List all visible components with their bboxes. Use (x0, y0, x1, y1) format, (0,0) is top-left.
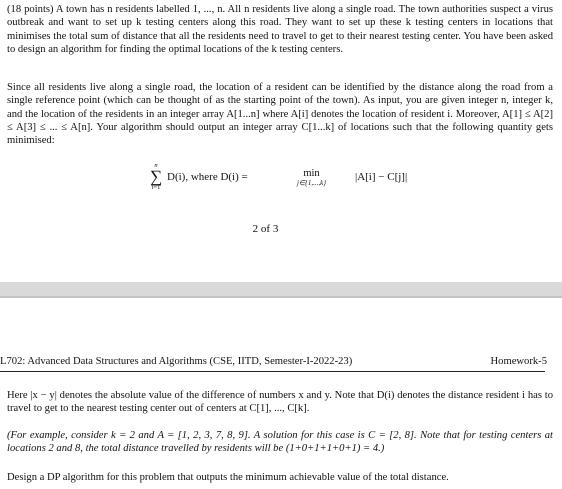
min-word: min (303, 168, 320, 179)
example-paragraph: (For example, consider k = 2 and A = [1, 2, 3, 7, 8, 9]. A solution for this case is C = [2, 8]. Note that for testing centers at locations 2 and 8, the total distance travelled by residents will be (1+0+1+1+0+1) = 4.) (7, 430, 553, 455)
page-number: 2 of 3 (252, 223, 279, 235)
task-paragraph: Design a DP algorithm for this problem that outputs the minimum achievable value of the total distance. (7, 472, 449, 483)
course-header: L702: Advanced Data Structures and Algorithms (CSE, IITD, Semester-I-2022-23) (0, 356, 353, 367)
page-gap (0, 282, 562, 296)
sum-lower-limit: i=1 (151, 184, 161, 191)
sum-upper-limit: n (154, 162, 158, 169)
summation (145, 162, 167, 191)
notation-paragraph: Here |x − y| denotes the absolute value of the difference of numbers x and y. Note that D(i) denotes the distance resident i has to travel to get to the nearest testing center out of centers at C[1], ..., C[k]. (7, 390, 553, 415)
min-subscript: j∈{1,...,k} (297, 179, 326, 187)
problem-statement-paragraph: (18 points) A town has n residents labelled 1, ..., n. All n residents live along a single road. The town authorities suspect a virus outbreak and want to set up k testing centers along this road. They want to set up these k testing centers in locations that minimises the total sum of distance that all the residents need to travel to get to their nearest testing center. You have been asked to design an algorithm for finding the optimal locations of the k testing centers. (7, 4, 553, 55)
formula-definition: D(i), where D(i) = (167, 171, 248, 183)
homework-label: Homework-5 (490, 356, 547, 367)
min-operator (297, 168, 326, 187)
objective-formula (145, 162, 445, 196)
sigma-symbol: ∑ (149, 167, 163, 186)
absolute-difference: |A[i] − C[j]| (355, 171, 408, 183)
input-description-paragraph: Since all residents live along a single road, the location of a resident can be identified by the distance along the road from a single reference point (which can be thought of as the starting point of the town). As input, you are given integer n, integer k, and the location of the residents in an integer array A[1...n] where A[i] denotes the location of resident i. Moreover, A[1] ≤ A[2] ≤ A[3] ≤ ... ≤ A[n]. Your algorithm should output an integer array C[1...k] of locations such that the following quantity gets minimised: (7, 82, 553, 147)
header-divider (0, 371, 545, 372)
